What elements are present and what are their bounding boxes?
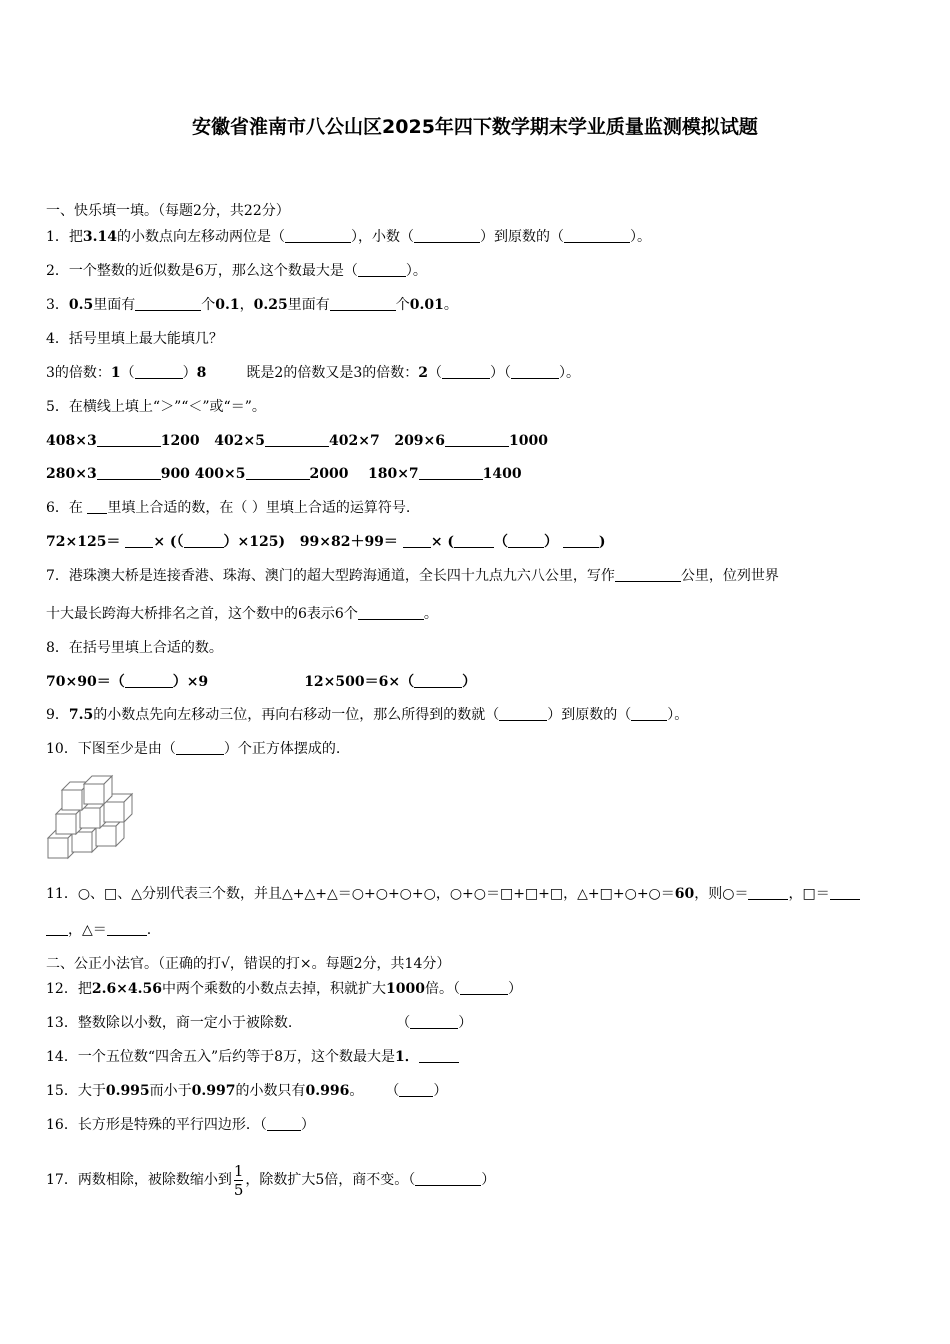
question-4-items: 3的倍数：1（ ）8 既是2的倍数又是3的倍数：2（ ）（ ）。 bbox=[46, 365, 580, 381]
question-5-row-1: 408×3 1200 402×5 402×7 209×6 1000 bbox=[46, 433, 548, 449]
blank[interactable] bbox=[399, 1082, 433, 1097]
blank[interactable] bbox=[511, 364, 559, 379]
question-15: 15．大于0.995而小于0.997的小数只有0.996。 （ ） bbox=[46, 1083, 448, 1099]
blank[interactable] bbox=[107, 921, 147, 936]
blank[interactable] bbox=[125, 673, 173, 688]
blank[interactable] bbox=[330, 296, 396, 311]
question-16: 16．长方形是特殊的平行四边形．（ ） bbox=[46, 1117, 315, 1133]
question-8-items: 70×90＝（ ）×9 12×500＝6×（ ） bbox=[46, 674, 477, 690]
blank[interactable] bbox=[246, 465, 310, 480]
blank[interactable] bbox=[564, 228, 630, 243]
page-title: 安徽省淮南市八公山区2025年四下数学期末学业质量监测模拟试题 bbox=[192, 116, 758, 138]
question-6-items: 72×125＝ × (（ ）×125) 99×82＋99＝ × ( （ ） ) bbox=[46, 534, 606, 550]
blank[interactable] bbox=[563, 533, 599, 548]
blank[interactable] bbox=[460, 980, 508, 995]
question-7-cont: 十大最长跨海大桥排名之首，这个数中的6表示6个 。 bbox=[46, 606, 438, 622]
blank[interactable] bbox=[267, 1116, 301, 1131]
blank[interactable] bbox=[403, 533, 431, 548]
blank[interactable] bbox=[46, 921, 68, 936]
question-6: 6．在 里填上合适的数，在（ ）里填上合适的运算符号. bbox=[46, 500, 411, 516]
blank[interactable] bbox=[358, 605, 424, 620]
question-1: 1．把3.14的小数点向左移动两位是（ ），小数（ ）到原数的（ ）。 bbox=[46, 229, 652, 245]
blank[interactable] bbox=[135, 364, 183, 379]
blank[interactable] bbox=[454, 533, 494, 548]
blank[interactable] bbox=[442, 364, 490, 379]
question-8: 8．在括号里填上合适的数。 bbox=[46, 640, 223, 656]
blank[interactable] bbox=[125, 533, 153, 548]
blank[interactable] bbox=[265, 432, 329, 447]
blank[interactable] bbox=[135, 296, 201, 311]
blank[interactable] bbox=[419, 465, 483, 480]
blank[interactable] bbox=[445, 432, 509, 447]
cube-stack-figure bbox=[44, 770, 144, 864]
question-5-row-2: 280×3 900 400×5 2000 180×7 1400 bbox=[46, 466, 522, 482]
question-5: 5．在横线上填上“＞”“＜”或“＝”。 bbox=[46, 399, 266, 415]
blank[interactable] bbox=[419, 1048, 459, 1063]
section-2-heading: 二、公正小法官。（正确的打√，错误的打×。每题2分，共14分） bbox=[46, 956, 451, 972]
blank[interactable] bbox=[615, 567, 681, 582]
blank[interactable] bbox=[410, 1014, 458, 1029]
blank[interactable] bbox=[414, 228, 480, 243]
blank[interactable] bbox=[748, 885, 788, 900]
blank[interactable] bbox=[415, 1171, 481, 1186]
question-11-cont: ，△＝ . bbox=[46, 920, 151, 940]
question-14: 14．一个五位数“四舍五入”后约等于8万，这个数最大是1． bbox=[46, 1047, 459, 1067]
blank[interactable] bbox=[499, 706, 547, 721]
cube-icon bbox=[84, 776, 112, 804]
blank[interactable] bbox=[358, 262, 406, 277]
fraction-one-fifth: $\frac{1}{5}$ bbox=[233, 1161, 244, 1199]
question-3: 3．0.5里面有 个0.1，0.25里面有 个0.01。 bbox=[46, 297, 458, 313]
question-13: 13．整数除以小数，商一定小于被除数. （ ） bbox=[46, 1015, 473, 1031]
blank[interactable] bbox=[414, 673, 462, 688]
blank[interactable] bbox=[97, 465, 161, 480]
blank[interactable] bbox=[830, 885, 860, 900]
question-7: 7．港珠澳大桥是连接香港、珠海、澳门的超大型跨海通道，全长四十九点九六八公里，写作 公里，位列世界 bbox=[46, 568, 779, 584]
question-11: 11．○、□、△分别代表三个数，并且△+△+△＝○+○+○+○，○+○＝□+□+□，△+□+○+○＝60，则○＝ ，□＝ bbox=[46, 884, 860, 904]
blank[interactable] bbox=[508, 533, 544, 548]
blank[interactable] bbox=[285, 228, 351, 243]
question-9: 9．7.5的小数点先向左移动三位，再向右移动一位，那么所得到的数就（ ）到原数的（ ）。 bbox=[46, 707, 689, 723]
question-12: 12．把2.6×4.56中两个乘数的小数点去掉，积就扩大1000倍。（ ） bbox=[46, 981, 522, 997]
question-17: 17．两数相除，被除数缩小到 $\frac{1}{5}$ ，除数扩大5倍，商不变。（ ） bbox=[46, 1161, 496, 1199]
question-10: 10．下图至少是由（ ）个正方体摆成的. bbox=[46, 741, 341, 757]
blank[interactable] bbox=[97, 432, 161, 447]
blank[interactable] bbox=[176, 740, 224, 755]
section-1-heading: 一、快乐填一填。（每题2分，共22分） bbox=[46, 203, 290, 219]
blank[interactable] bbox=[87, 499, 107, 514]
blank[interactable] bbox=[631, 706, 667, 721]
question-4: 4．括号里填上最大能填几？ bbox=[46, 331, 223, 347]
blank[interactable] bbox=[184, 533, 224, 548]
question-2: 2．一个整数的近似数是6万，那么这个数最大是（ ）。 bbox=[46, 263, 427, 279]
